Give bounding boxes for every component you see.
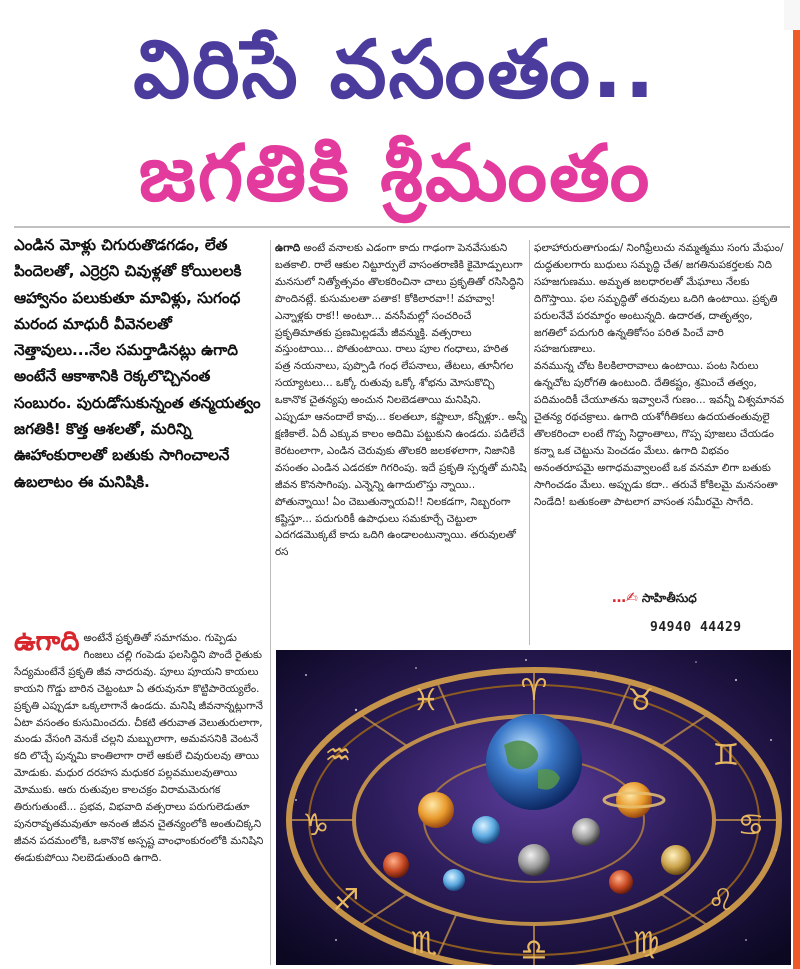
headline-line-1: విరిసే వసంతం.. [133,23,657,116]
article-column-1 [14,630,264,965]
column-3-paragraph-1: ఫలాహారురుతాగుండు/ నింగిఫ్రేలుచు నమ్మత్మము సంగు మేఘం/ దుద్ధతులగారు బుధులు సమృద్ధి చేత/ జగతినుపకర్తలకు నిది సహజగుణము. అమృత జలధారలతో మేఘాలు నేలకు దిగొస్తాయి. ఫల సమృద్ధితో తరువులు ఒదిగి ఉంటాయి. ప్రకృతి పరులనేవే పరమార్థం అంటున్నది. ఉదారత, దాతృత్వం, జగతిలో పదుగురి ఉన్నతికోసం పరిత పించే వారి సహజగుణాలు. [534,242,784,356]
zodiac-gemini-icon: ♊ [712,738,740,773]
headline-divider [14,226,790,228]
planet-venus [661,845,691,875]
planet-neptune [443,869,465,891]
zodiac-sagittarius-icon: ♐ [332,883,360,918]
column-2-paragraph-1: అంటే వనాలకు ఎడంగా కాదు గాఢంగా పెనవేసుకుని బతకాలి. రాలే ఆకుల నిట్టూర్పులే వాసంతరాణికి కైమోడ్పులుగా మనసులో నిత్యోత్సవం తొలకరించినా చాలు ప్రకృతితో రసిసిద్ధిని పొందినట్లే. కుసుమలతా పతాక! కోకిలారవా!! వహవ్వా! ఎన్నాళ్లకు రాక!! అంటూ... వనసీమల్లో సంచరించే ప్రకృతిమాతకు ప్రణమిల్లడమే జీవన్ముక్తి. వత్సరాలు వస్తుంటాయి... పోతుంటాయి. రాలు పూల గంధాలు, హరిత పత్ర నయనాలు, పుప్పొడి గంధ లేపనాలు, తేటలు, తూనీగల సయ్యాటలు... ఒక్కో రుతువు ఒక్కో శోభను మోసుకొచ్చి ఒకానొక చైతన్యపు అంచున నిలబెడతాయి మనిషిని. [275,242,524,407]
zodiac-virgo-icon: ♍ [632,926,660,961]
headline-line-2: జగతికి శ్రీమంతం [138,129,652,219]
column-divider-1 [270,240,271,965]
page-corner [784,0,800,30]
zodiac-libra-icon: ♎ [520,933,548,965]
column-1-text: అంటేనే ప్రకృతితో సమాగమం. గుప్పెడు గింజలు చల్లి గంపెడు ఫలసిద్ధిని పొందే రైతుకు సేద్యమంటేనే ప్రకృతి జీవ నాదరువు. పూలు పూయని కాయలు కాయని గొడ్డు బారిన చెట్టంటూ ఏ తరువునూ కొట్టిపారెయ్యలేం. ప్రకృతి ఎప్పుడూ ఒక్కలాగానే ఉండదు. మనిషి జీవనాన్నట్లుగానే ఏటా వసంతం కుసుమించదు. చీకటి తరువాత వెలుతురులాగా, మండు వేసంగి వెనుకే చల్లని మబ్బులాగా, అమవసనికి వెంటనే కది లొచ్చే పున్నమి కాంతిలాగా రాలే ఆకులే చివురులవు తాయి మోడుకు. మధుర దరహస మధుకర పల్లవములవుతాయి మోముకు. ఆరు రుతువుల కాలచక్రం విరామమెరుగక తిరుగుతుంటే... ప్రభవ, విభవాది వత్సరాలు పరుగులెడుతూ పునరావృతమవుతూ అనంత జీవన చైతన్యంలోకి అంతుచిక్కని జీవన పదమంలోకి, ఒకానొక అస్పష్ట వాంఛాంకురంలోకి మనిషిని ఈడుకుపోయి నిలబెడుతుంది ఉగాది. [14,632,264,864]
article-column-2 [275,240,527,645]
zodiac-planets-illustration [276,650,791,965]
byline [612,590,792,608]
planet-uranus [472,816,500,844]
dropcap-ugadi: ఉగాది [14,630,80,657]
planet-mars [383,852,409,878]
article-column-3 [534,240,788,580]
planet-mercury [572,818,600,846]
byline-name: సాహితీసుధ [641,591,697,605]
planet-pluto [609,870,633,894]
byline-pen-icon: …✍ [612,590,638,606]
planet-saturn [616,782,652,818]
column-2-lead-word: ఉగాది [275,242,301,254]
byline-phone: 94940 44429 [650,620,742,635]
column-divider-2 [529,240,530,645]
zodiac-aquarius-icon: ♒ [324,738,352,773]
intro-text: ఎండిన మోళ్లు చిగురుతొడగడం, లేత పిందెలతో, ఎర్రెర్రని చివుళ్లతో కోయిలలకి ఆహ్వానం పలుకుతూ మావిళ్లు, సుగంధ మరంద మాధురీ వీవెనలతో నెత్తావులు...నేల సమర్తాడినట్లు ఉగాది అంటేనే ఆకాశానికి రెక్కలొచ్చినంత సంబురం. పురుడోసుకున్నంత తన్మయత్వం జగతికి! కొత్త ఆశలతో, మరిన్ని ఊహాంకురాలతో బతుకు సాగించాలనే ఉబలాటం ఈ మనిషికి. [14,236,261,491]
zodiac-pisces-icon: ♓ [412,683,440,718]
intro-paragraph [14,232,262,622]
column-2-paragraph-2: ఎప్పుడూ ఆనందాలే కావు... కలతలూ, కష్టాలూ, కన్నీళ్లూ.. అన్నీ క్షణికాలే. ఏదీ ఎక్కువ కాలం అదిమి పట్టుకుని ఉండదు. పడిలేచే కెరటంలాగా, ఎండిన చెరువుకు తొలకరి జలకళలాగా, నిజానికి వసంతం ఎండిన ఎడదకూ గిగరింపు. ఇదే ప్రకృతి స్పర్శతో మనిషి జీవన కొనసాగింపు. ఎన్నెన్ని ఉగాదులొస్తు న్నాయి.. పోతున్నాయి! ఏం చెబుతున్నాయవి!! నిలకడగా, నిబ్బరంగా కష్టిస్తూ... పదుగురికీ ఉపాధులు సమకూర్చే చెట్టులా ఎదగడమొక్కటే కాదు ఒదిగి ఉండాలంటున్నాయి. తరువులతో రస [275,411,527,559]
zodiac-capricorn-icon: ♑ [302,808,330,843]
zodiac-taurus-icon: ♉ [627,683,655,718]
page-edge-accent-bar [793,30,800,969]
planet-moon [518,844,550,876]
planet-jupiter [418,792,454,828]
zodiac-leo-icon: ♌ [707,883,735,918]
zodiac-cancer-icon: ♋ [737,808,765,843]
zodiac-scorpio-icon: ♏ [410,926,438,961]
zodiac-aries-icon: ♈ [520,673,548,708]
column-3-paragraph-2: వనమున్న చోట కిలకిలారావాలు ఉంటాయి. పంట సిరులు ఉన్నచోట పురోగతి ఉంటుంది. దేతికష్టం, శ్రమించే తత్వం, పదిమందికీ చేయూతను ఇవ్వాలనే గుణం... ఇవన్నీ విశ్వమానవ చైతన్య రథచక్రాలు. ఉగాది యశోగీతికలు ఉదయతంతువులై తొలకరించా లంటే గొప్ప సిద్ధాంతాలు, గొప్ప పూజలు చేయడం కన్నా ఒక చెట్టును పెంచడం మేలు. ఉగాది విభవం అనంతరూపమై అగాధమవ్వాలంటే ఒక వనమా లిగా బతుకు సాగించడం మేలు. అప్పుడు కదా.. తరువే కోకిలమై మనసంతా నిండేది! బతుకంతా పాటలాగ వాసంత సమీరమై సాగేది. [534,360,784,508]
